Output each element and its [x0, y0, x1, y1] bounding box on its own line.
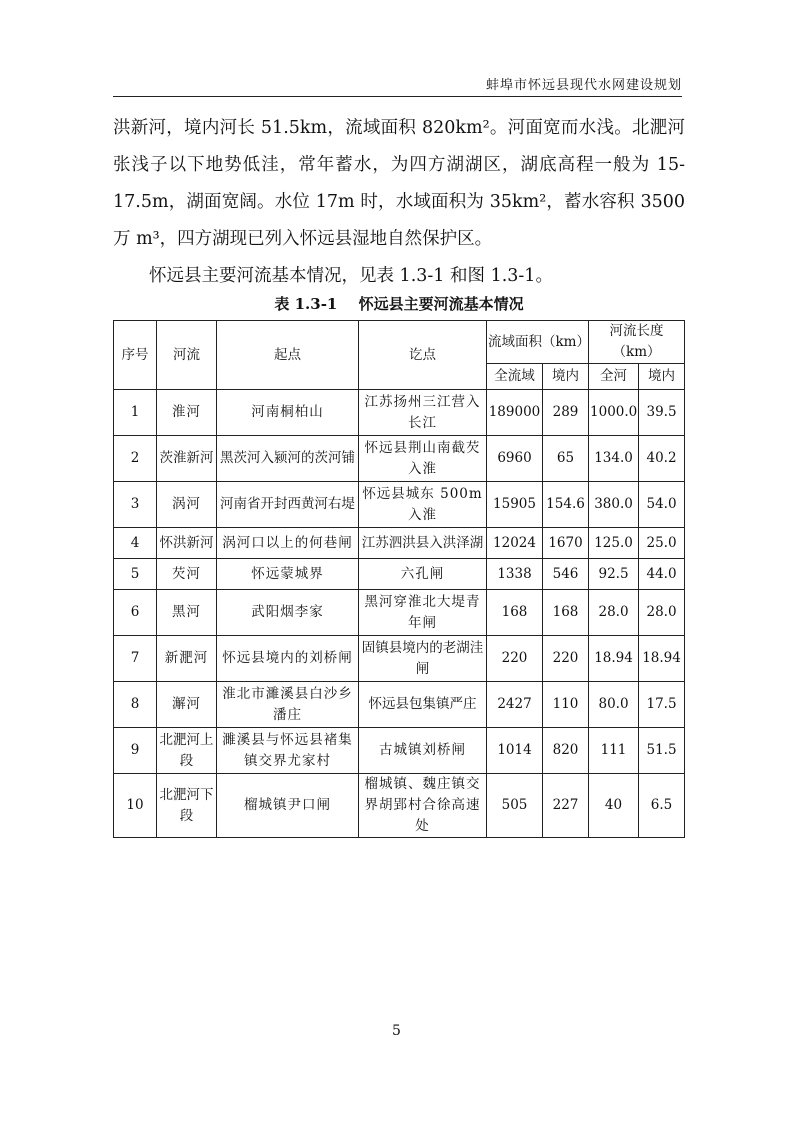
table-row [114, 636, 685, 682]
cell-no: 8 [114, 682, 157, 728]
header-no: 序号 [114, 321, 157, 390]
cell-area-local: 820 [543, 728, 589, 774]
cell-area-total: 2427 [487, 682, 543, 728]
cell-area-local: 1670 [543, 528, 589, 559]
cell-length-local: 17.5 [639, 682, 685, 728]
header-rule [113, 96, 682, 97]
cell-area-local: 546 [543, 559, 589, 590]
cell-river: 北淝河上段 [157, 728, 217, 774]
cell-start: 涡河口以上的何巷闸 [217, 528, 359, 559]
cell-start: 武阳烟李家 [217, 590, 359, 636]
cell-length-total: 92.5 [589, 559, 639, 590]
table-row [114, 482, 685, 528]
header-end: 讫点 [359, 321, 487, 390]
header-length-group: 河流长度（km） [589, 321, 685, 364]
cell-river: 芡河 [157, 559, 217, 590]
cell-length-total: 125.0 [589, 528, 639, 559]
cell-start: 怀远县境内的刘桥闸 [217, 636, 359, 682]
cell-river: 新淝河 [157, 636, 217, 682]
cell-start: 河南省开封西黄河右堤 [217, 482, 359, 528]
cell-river: 北淝河下段 [157, 774, 217, 838]
header-area-total: 全流域 [487, 364, 543, 390]
cell-end: 黑河穿淮北大堤青年闸 [359, 590, 487, 636]
cell-area-local: 227 [543, 774, 589, 838]
cell-area-total: 168 [487, 590, 543, 636]
body-paragraph-1: 洪新河，境内河长 51.5km，流域面积 820km²。河面宽而水浅。北淝河张浅子以下地势低洼，常年蓄水，为四方湖湖区，湖底高程一般为 15-17.5m，湖面宽阔。水位 17m 时，水域面积为 35km²，蓄水容积 3500 万 m³，四方湖现已列入怀远县湿地自然保护区。 [113, 118, 685, 249]
cell-length-local: 18.94 [639, 636, 685, 682]
cell-no: 7 [114, 636, 157, 682]
cell-start: 河南桐柏山 [217, 390, 359, 436]
table-row [114, 590, 685, 636]
cell-area-local: 220 [543, 636, 589, 682]
table-row [114, 528, 685, 559]
cell-end: 怀远县荆山南截芡入淮 [359, 436, 487, 482]
cell-length-local: 44.0 [639, 559, 685, 590]
cell-length-total: 18.94 [589, 636, 639, 682]
cell-area-local: 289 [543, 390, 589, 436]
cell-area-total: 220 [487, 636, 543, 682]
cell-length-local: 54.0 [639, 482, 685, 528]
cell-length-total: 40 [589, 774, 639, 838]
cell-end: 怀远县包集镇严庄 [359, 682, 487, 728]
cell-area-local: 110 [543, 682, 589, 728]
cell-end: 古城镇刘桥闸 [359, 728, 487, 774]
cell-river: 茨淮新河 [157, 436, 217, 482]
cell-length-local: 25.0 [639, 528, 685, 559]
cell-length-local: 28.0 [639, 590, 685, 636]
cell-no: 2 [114, 436, 157, 482]
cell-start: 淮北市濉溪县白沙乡潘庄 [217, 682, 359, 728]
header-length-local: 境内 [639, 364, 685, 390]
table-row [114, 774, 685, 838]
cell-river: 涡河 [157, 482, 217, 528]
cell-end: 榴城镇、魏庄镇交界胡郢村合徐高速处 [359, 774, 487, 838]
table-caption [113, 293, 685, 314]
cell-start: 黑茨河入颍河的茨河铺 [217, 436, 359, 482]
cell-area-total: 1014 [487, 728, 543, 774]
cell-area-local: 168 [543, 590, 589, 636]
body-paragraph-2: 怀远县主要河流基本情况，见表 1.3-1 和图 1.3-1。 [149, 266, 553, 286]
header-river: 河流 [157, 321, 217, 390]
cell-start: 怀远蒙城界 [217, 559, 359, 590]
cell-length-total: 111 [589, 728, 639, 774]
header-start: 起点 [217, 321, 359, 390]
cell-end: 固镇县境内的老湖洼闸 [359, 636, 487, 682]
cell-no: 3 [114, 482, 157, 528]
table-row [114, 559, 685, 590]
cell-length-local: 6.5 [639, 774, 685, 838]
header-area-local: 境内 [543, 364, 589, 390]
cell-area-total: 12024 [487, 528, 543, 559]
cell-length-local: 40.2 [639, 436, 685, 482]
cell-area-total: 6960 [487, 436, 543, 482]
cell-no: 9 [114, 728, 157, 774]
cell-area-local: 154.6 [543, 482, 589, 528]
cell-river: 澥河 [157, 682, 217, 728]
cell-length-local: 39.5 [639, 390, 685, 436]
cell-length-total: 28.0 [589, 590, 639, 636]
cell-river: 怀洪新河 [157, 528, 217, 559]
cell-river: 淮河 [157, 390, 217, 436]
page-number: 5 [392, 1023, 401, 1039]
cell-length-total: 380.0 [589, 482, 639, 528]
table-caption-title: 怀远县主要河流基本情况 [358, 295, 524, 313]
header-length-total: 全河 [589, 364, 639, 390]
cell-length-total: 1000.0 [589, 390, 639, 436]
running-header: 蚌埠市怀远县现代水网建设规划 [485, 78, 682, 93]
table-row [114, 728, 685, 774]
cell-area-local: 65 [543, 436, 589, 482]
cell-river: 黑河 [157, 590, 217, 636]
cell-no: 5 [114, 559, 157, 590]
cell-end: 江苏泗洪县入洪泽湖 [359, 528, 487, 559]
cell-length-local: 51.5 [639, 728, 685, 774]
cell-no: 1 [114, 390, 157, 436]
cell-length-total: 134.0 [589, 436, 639, 482]
table-row [114, 390, 685, 436]
header-area-group: 流域面积（km） [487, 321, 589, 364]
cell-no: 4 [114, 528, 157, 559]
cell-end: 怀远县城东 500m 入淮 [359, 482, 487, 528]
table-row [114, 436, 685, 482]
table-row [114, 682, 685, 728]
cell-area-total: 15905 [487, 482, 543, 528]
table-caption-number: 表 1.3-1 [274, 295, 338, 313]
cell-area-total: 505 [487, 774, 543, 838]
cell-no: 10 [114, 774, 157, 838]
cell-start: 濉溪县与怀远县褚集镇交界尤家村 [217, 728, 359, 774]
cell-end: 江苏扬州三江营入长江 [359, 390, 487, 436]
cell-area-total: 1338 [487, 559, 543, 590]
cell-no: 6 [114, 590, 157, 636]
rivers-table [113, 320, 685, 838]
cell-end: 六孔闸 [359, 559, 487, 590]
cell-length-total: 80.0 [589, 682, 639, 728]
cell-area-total: 189000 [487, 390, 543, 436]
cell-start: 榴城镇尹口闸 [217, 774, 359, 838]
